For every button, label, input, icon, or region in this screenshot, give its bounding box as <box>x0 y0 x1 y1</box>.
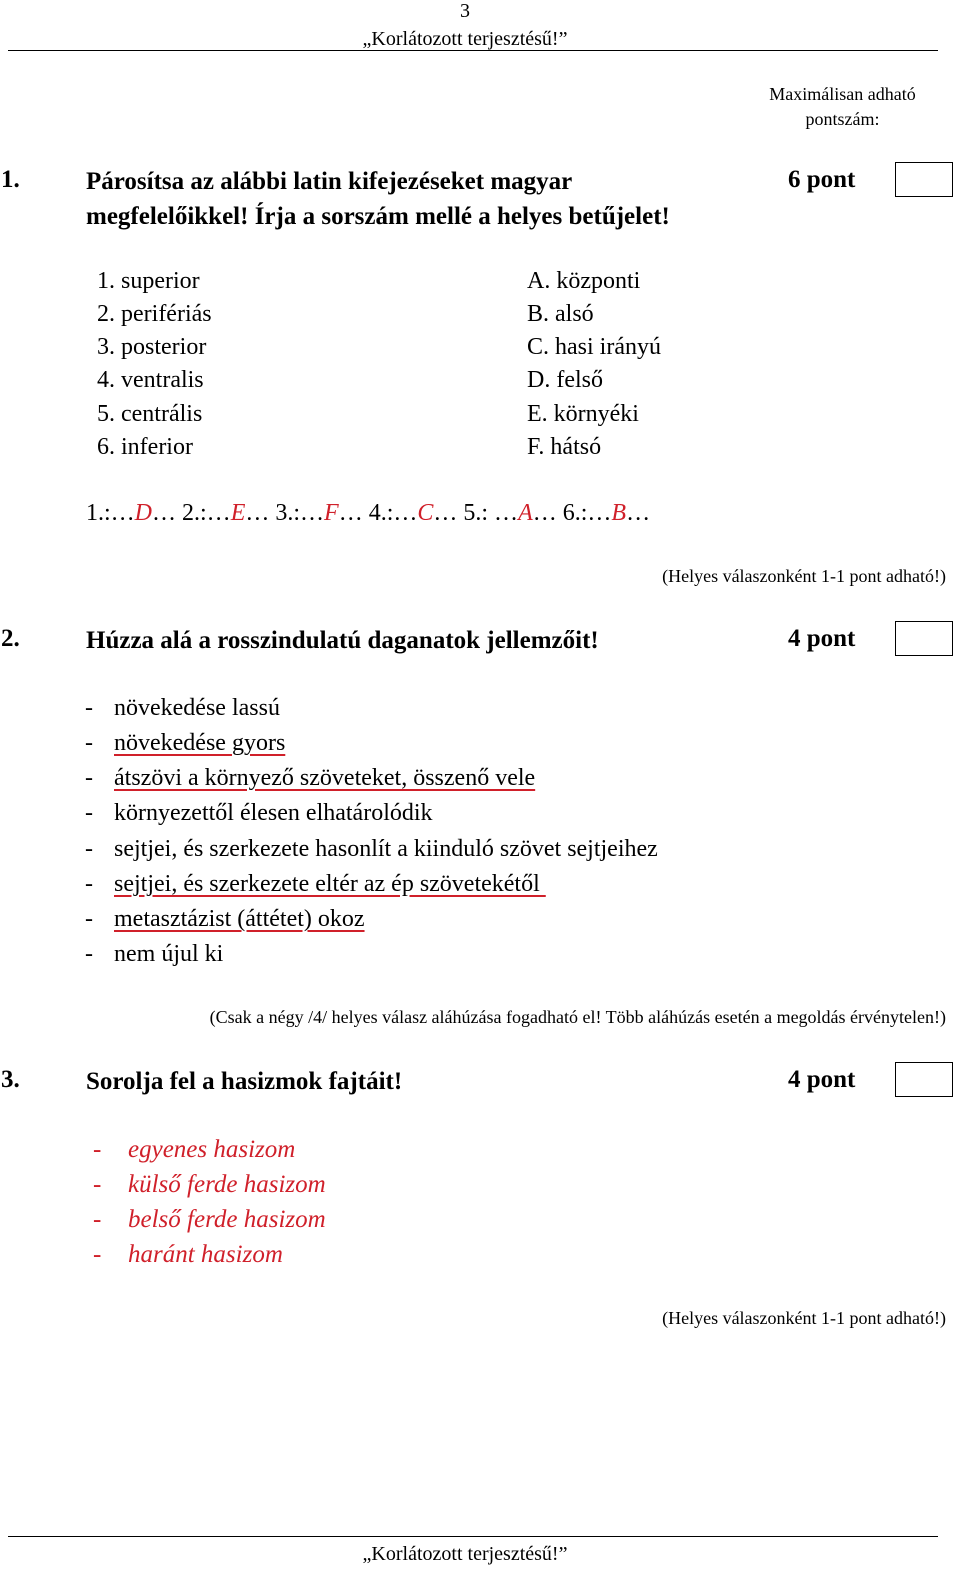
q1-answer-letter: F <box>324 500 339 526</box>
q2-option[interactable]: környezettől élesen elhatárolódik <box>114 800 433 826</box>
q1-answer-prefix: 4.:… <box>368 500 418 526</box>
q1-prompt-line1: Párosítsa az alábbi latin kifejezéseket magyar <box>86 168 573 195</box>
q2-option[interactable]: sejtjei, és szerkezete hasonlít a kiinduló szövet sejtjeihez <box>114 836 658 862</box>
q3-score-box[interactable] <box>895 1062 953 1097</box>
q1-right-item: E. környéki <box>527 401 639 427</box>
q1-answer-prefix: 2.:… <box>182 500 231 526</box>
q2-points: 4 pont <box>788 625 856 652</box>
q2-option-dash: - <box>85 765 93 791</box>
q2-option-underlined[interactable]: sejtjei, és szerkezete eltér az ép szövetekétől <box>114 871 546 897</box>
q1-answer-prefix: 1.:… <box>86 500 135 526</box>
q1-answer-letter: D <box>134 500 153 526</box>
q1-number: 1. <box>1 166 20 193</box>
q1-right-item: A. központi <box>527 268 641 294</box>
page-number: 3 <box>460 0 470 22</box>
header-divider <box>8 50 938 51</box>
q3-number: 3. <box>1 1066 20 1093</box>
q3-prompt: Sorolja fel a hasizmok fajtáit! <box>86 1068 403 1095</box>
q1-answer-prefix: 6.:… <box>562 500 612 526</box>
q1-score-box[interactable] <box>895 162 953 197</box>
q2-option-dash: - <box>85 730 93 756</box>
q1-note: (Helyes válaszonként 1-1 pont adható!) <box>662 566 946 586</box>
q1-left-item: 4. ventralis <box>97 367 204 393</box>
q3-answer-dash: - <box>93 1241 102 1268</box>
q3-answer-dash: - <box>93 1171 102 1198</box>
q2-option-dash: - <box>85 800 93 826</box>
q1-right-item: D. felső <box>527 367 603 393</box>
q2-option-dash: - <box>85 836 93 862</box>
q2-option-dash: - <box>85 695 93 721</box>
q2-option[interactable]: növekedése lassú <box>114 695 280 721</box>
q2-option-underlined[interactable]: növekedése gyors <box>114 730 286 756</box>
q1-answer-suffix: … <box>245 500 276 526</box>
q1-answer-prefix: 3.:… <box>275 500 325 526</box>
q1-answer-letter: C <box>417 500 434 526</box>
q2-score-box[interactable] <box>895 621 953 656</box>
q3-answer-dash: - <box>93 1206 102 1233</box>
max-points-label: Maximálisan adható pontszám: <box>769 84 916 129</box>
footer-divider <box>8 1536 938 1537</box>
q3-answer: haránt hasizom <box>128 1241 283 1268</box>
q3-answer: egyenes hasizom <box>128 1136 296 1163</box>
q3-answer: külső ferde hasizom <box>128 1171 326 1198</box>
q2-option-underlined[interactable]: átszövi a környező szöveteket, összenő vele <box>114 765 536 791</box>
q1-left-item: 3. posterior <box>97 334 207 360</box>
q1-answer-suffix: … <box>626 500 651 526</box>
page-footer: „Korlátozott terjesztésű!” <box>362 1543 568 1565</box>
q1-answer-line <box>86 500 650 527</box>
q1-left-item: 5. centrális <box>97 401 203 427</box>
q2-note: (Csak a négy /4/ helyes válasz aláhúzása fogadható el! Több aláhúzás esetén a megoldás érvénytelen!) <box>209 1007 946 1027</box>
q3-answer: belső ferde hasizom <box>128 1206 326 1233</box>
q1-answer-letter: A <box>518 500 533 526</box>
q2-option-dash: - <box>85 941 93 967</box>
q1-left-item: 6. inferior <box>97 434 193 460</box>
q2-prompt: Húzza alá a rosszindulatú daganatok jellemzőit! <box>86 627 599 654</box>
q1-answer-letter: E <box>230 500 246 526</box>
q1-answer-suffix: … <box>433 500 464 526</box>
q3-points: 4 pont <box>788 1066 856 1093</box>
page-header: „Korlátozott terjesztésű!” <box>362 28 568 50</box>
q1-right-item: B. alsó <box>527 301 594 327</box>
q2-option[interactable]: nem újul ki <box>114 941 224 967</box>
q1-left-item: 2. perifériás <box>97 301 212 327</box>
q3-answer-dash: - <box>93 1136 102 1163</box>
q1-answer-prefix: 5.: … <box>463 500 519 526</box>
q2-number: 2. <box>1 625 20 652</box>
q1-right-item: F. hátsó <box>527 434 602 460</box>
q1-answer-suffix: … <box>152 500 183 526</box>
q1-prompt-line2: megfelelőikkel! Írja a sorszám mellé a helyes betűjelet! <box>86 203 670 230</box>
q1-answer-suffix: … <box>532 500 563 526</box>
q2-option-dash: - <box>85 906 93 932</box>
q2-option-dash: - <box>85 871 93 897</box>
q3-note: (Helyes válaszonként 1-1 pont adható!) <box>662 1308 946 1328</box>
q1-answer-letter: B <box>611 500 627 526</box>
q1-points: 6 pont <box>788 166 856 193</box>
q1-left-item: 1. superior <box>97 268 200 294</box>
q1-answer-suffix: … <box>338 500 369 526</box>
q2-option-underlined[interactable]: metasztázist (áttétet) okoz <box>114 906 365 932</box>
q1-right-item: C. hasi irányú <box>527 334 661 360</box>
